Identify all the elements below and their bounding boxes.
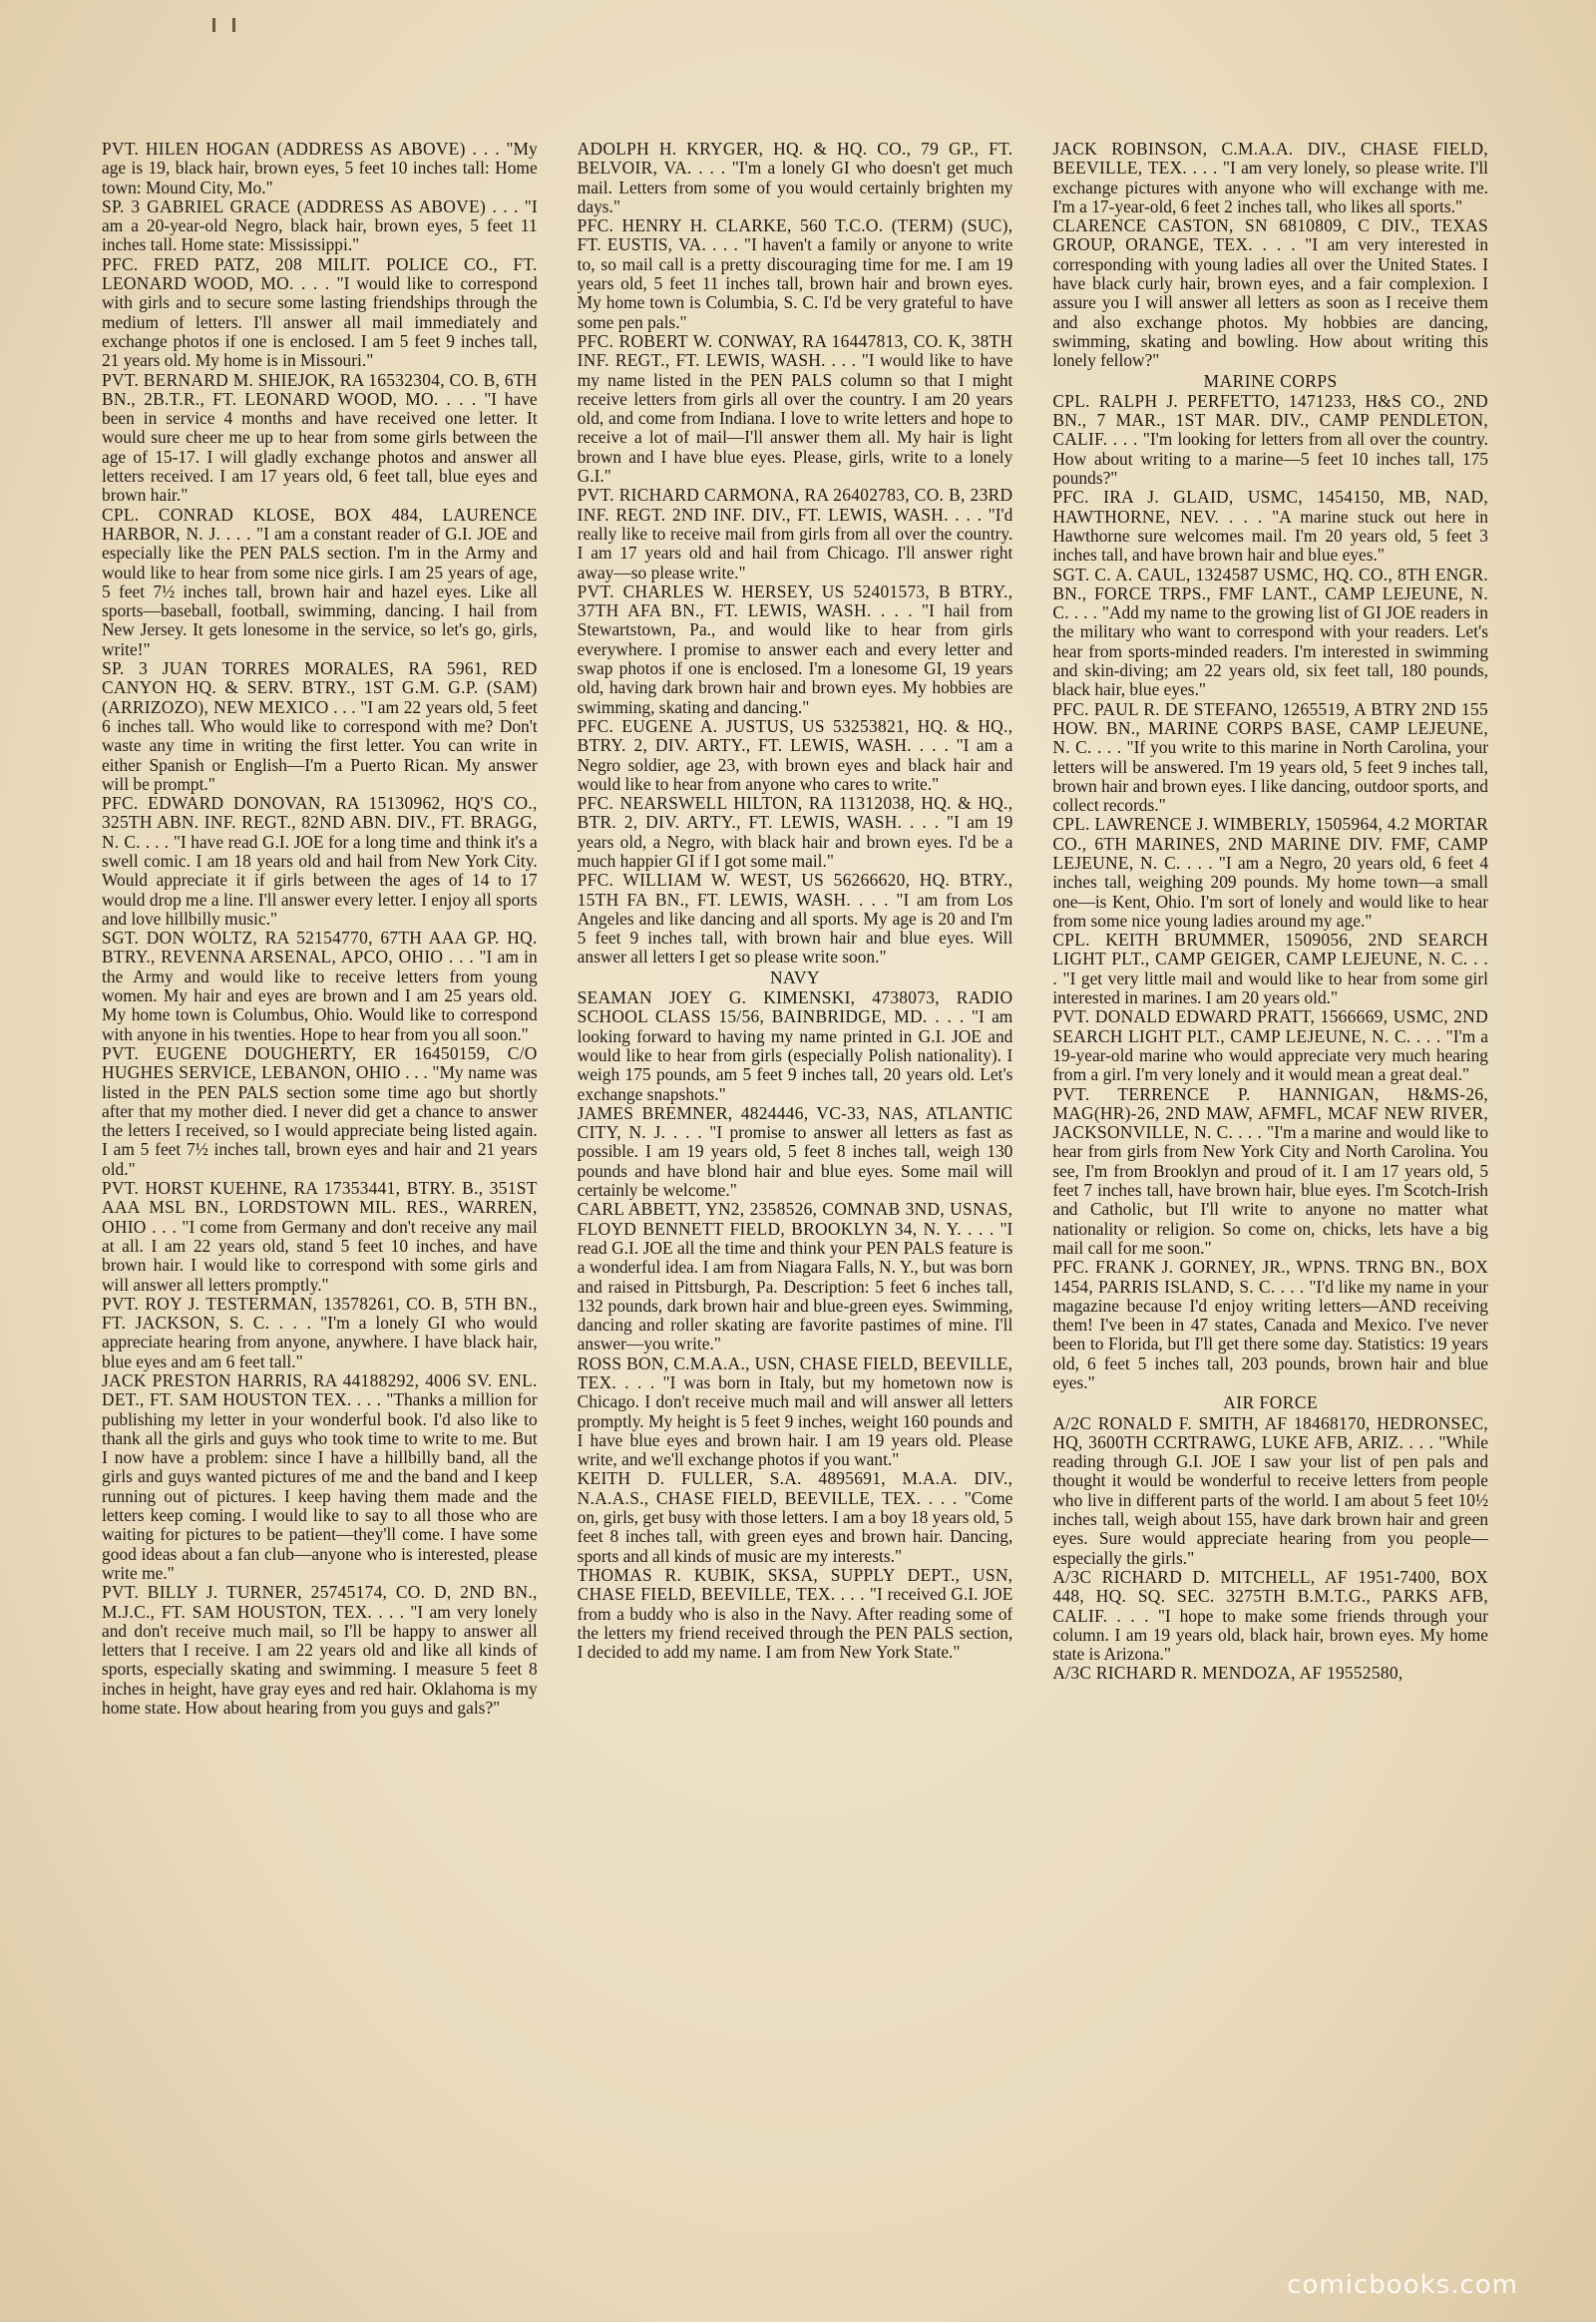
entry-letter-text: "I am 19 years old, a Negro, with black hair and brown eyes. I'd be a much happier GI if I got some mail." (577, 812, 1013, 871)
pen-pal-entry (578, 486, 1013, 581)
entry-name-address: SGT. DON WOLTZ, RA 52154770, 67TH AAA GP. HQ. BTRY., REVENNA ARSENAL, APCO, OHIO . . . (102, 928, 538, 968)
entry-name-address: CPL. KEITH BRUMMER, 1509056, 2ND SEARCH LIGHT PLT., CAMP GEIGER, CAMP LEJEUNE, N. C. . . . (1052, 930, 1488, 988)
pen-pal-entry (578, 1469, 1013, 1565)
section-heading: NAVY (770, 967, 820, 987)
pen-pal-entry (1052, 1414, 1488, 1568)
pen-pal-entry (578, 140, 1013, 216)
pen-pal-entry (102, 1371, 538, 1583)
entry-letter-text: "I was born in Italy, but my hometown now is Chicago. I don't receive much mail and will answer all letters promptly. My height is 5 feet 9 inches, weight 160 pounds and I have blue eyes and brown hair. I am 19 years old. Please write, and we'll exchange photos if you want." (577, 1372, 1013, 1470)
entry-letter-text: . . . "I am a Negro, 20 years old, 6 feet 4 inches tall, weighing 209 pounds. My home town—a small one—is Kent, Ohio. I'm sort of lonely and would like to hear from some nice young ladies around my age." (1052, 852, 1488, 931)
entry-name-address: A/3C RICHARD R. MENDOZA, AF 19552580, (1052, 1663, 1403, 1684)
entry-name-address: JAMES BREMNER, 4824446, VC-33, NAS, ATLANTIC CITY, N. J. . . . (577, 1102, 1013, 1143)
pen-pal-entry (1052, 1258, 1488, 1392)
pen-pal-entry (1052, 700, 1488, 816)
pen-pal-entry (102, 1295, 538, 1371)
entry-name-address: SP. 3 GABRIEL GRACE (ADDRESS AS ABOVE) (102, 195, 487, 216)
pen-pal-entry (1052, 216, 1488, 370)
pen-pal-entry (1052, 566, 1488, 700)
pen-pal-entry (102, 929, 538, 1044)
entry-letter-text: "I haven't a family or anyone to write to, so mail call is a pretty discouraging time for me. I am 19 years old, 5 feet 11 inches tall, brown hair and brown eyes. My home town is Columbia, S. C. I'd be very grateful to have some pen pals." (577, 234, 1013, 332)
entry-letter-text: "I am from Los Angeles and like dancing and all sports. My age is 20 and I'm 5 feet 9 inches tall, with brown hair and blue eyes. Will answer all letters I get so please write soon." (577, 889, 1013, 968)
entry-letter-text: . . . "I am a 20-year-old Negro, black hair, brown eyes, 5 feet 11 inches tall. Home state: Mississippi." (102, 195, 538, 255)
pen-pal-entry (102, 140, 538, 197)
entry-name-address: A/3C RICHARD D. MITCHELL, AF 1951-7400, BOX 448, HQ. SQ. SEC. 3275TH B.M.T.G., PARKS AFB, CALIF. . . . (1052, 1566, 1488, 1626)
entry-letter-text: . . . "My name was listed in the PEN PALS section some time ago but shortly after that my mother died. I never did get a chance to answer the letters I received, so I would appreciate being listed again. I am 5 feet 7½ inches tall, brown eyes and hair and 21 years old." (102, 1062, 538, 1179)
entry-name-address: PFC. WILLIAM W. WEST, US 56266620, HQ. BTRY., 15TH FA BN., FT. LEWIS, WASH. . . . (577, 870, 1013, 910)
entry-letter-text: . . . "I am very lonely and don't receive much mail, so I'll be happy to answer all letters that I receive. I am 22 years old and like all kinds of sports, especially skating and swimming. I measure 5 feet 8 inches in height, have gray eyes and red hair. Oklahoma is my home state. How about hearing from you guys and gals?" (102, 1601, 538, 1719)
pen-pal-entry (578, 1104, 1013, 1200)
pen-pal-entry (1052, 1085, 1488, 1259)
pen-pal-entry (578, 582, 1013, 717)
pen-pal-entry (578, 717, 1013, 794)
entry-name-address: ADOLPH H. KRYGER, HQ. & HQ. CO., 79 GP., FT. BELVOIR, VA. . . . (577, 140, 1013, 179)
entry-name-address: PFC. EDWARD DONOVAN, RA 15130962, HQ'S CO., 325TH ABN. INF. REGT., 82ND ABN. DIV., FT. BRAGG, N. C. . . . (102, 793, 538, 852)
entry-letter-text: "I'd like my name in your magazine because I'd enjoy writing letters—AND receiving them! I've been in 47 states, Canada and Mexico. I've never been to Florida, but I'll get there some day. Statistics: 19 years old, 6 feet 5 inches tall, 203 pounds, brown hair and blue eyes." (1052, 1276, 1488, 1392)
entry-letter-text: "A marine stuck out here in Hawthorne sure welcomes mail. I'm 20 years old, 5 feet 3 inches tall, and have brown hair and blue eyes." (1052, 506, 1488, 566)
entry-letter-text: "I come from Germany and don't receive any mail at all. I am 22 years old, stand 5 feet 10 inches, and have brown hair. I would like to correspond with some girls and will answer all letters promptly." (102, 1216, 538, 1295)
entry-name-address: PFC. EUGENE A. JUSTUS, US 53253821, HQ. & HQ., BTRY. 2, DIV. ARTY., FT. LEWIS, WASH. . . . (577, 715, 1013, 756)
entry-letter-text: "I am a Negro soldier, age 23, with brown eyes and black hair and would like to hear from anyone who cares to write." (577, 735, 1013, 794)
entry-letter-text: "I'm a 19-year-old marine who would appreciate very much hearing from a girl. I'm very lonely and it would mean a great deal." (1052, 1025, 1488, 1085)
entry-name-address: SEAMAN JOEY G. KIMENSKI, 4738073, RADIO SCHOOL CLASS 15/56, BAINBRIDGE, MD. . . . (577, 987, 1013, 1027)
entry-letter-text: "If you write to this marine in North Carolina, your letters will be answered. I'm 19 years old, 5 feet 9 inches tall, brown hair and brown eyes. I like dancing, outdoor sports, and collect records." (1052, 737, 1488, 816)
entry-letter-text: "While reading through G.I. JOE I saw your list of pen pals and thought it would be wonderful to receive letters from people who live in different parts of the world. I am about 5 feet 10½ inches tall, weigh about 155, have dark brown hair and green eyes. Sure would appreciate hearing from you people—especially the girls." (1052, 1431, 1488, 1568)
entry-name-address: PVT. CHARLES W. HERSEY, US 52401573, B BTRY., 37TH AFA BN., FT. LEWIS, WASH. (577, 580, 1013, 621)
entry-name-address: KEITH D. FULLER, S.A. 4895691, M.A.A. DIV., N.A.A.S., CHASE FIELD, BEEVILLE, TEX. . . . (577, 1468, 1013, 1508)
entry-letter-text: "I have read G.I. JOE for a long time and think it's a swell comic. I am 18 years old and hail from New York City. Would appreciate it if girls between the ages of 14 to 17 would drop me a line. I'll answer every letter. I enjoy all sports and love hillbilly music." (102, 831, 538, 929)
entry-letter-text: "I would like to correspond with girls and to secure some lasting friendships through the medium of letters. I'll answer all mail immediately and exchange photos if one is enclosed. I am 5 feet 9 inches tall, 21 years old. My home is in Missouri." (102, 273, 538, 371)
entry-name-address: SGT. C. A. CAUL, 1324587 USMC, HQ. CO., 8TH ENGR. BN., FORCE TRPS., FMF LANT., CAMP LEJEUNE, N. C. . . . (1052, 564, 1488, 623)
entry-name-address: PFC. FRANK J. GORNEY, JR., WPNS. TRNG BN., BOX 1454, PARRIS ISLAND, S. C. . . . (1052, 1257, 1488, 1297)
entry-name-address: A/2C RONALD F. SMITH, AF 18468170, HEDRONSEC, HQ, 3600TH CCRTRAWG, LUKE AFB, ARIZ. . . . (1052, 1412, 1488, 1452)
pen-pal-entry (102, 1583, 538, 1718)
entry-name-address: CPL. CONRAD KLOSE, BOX 484, LAURENCE HARBOR, N. J. . . . (102, 504, 538, 544)
entry-name-address: PVT. BILLY J. TURNER, 25745174, CO. D, 2ND BN., M.J.C., FT. SAM HOUSTON, TEX. (102, 1582, 538, 1622)
entry-letter-text: "I am very interested in corresponding with young ladies all over the United States. I have black curly hair, brown eyes, and a fair complexion. I assure you I will answer all letters as soon as I receive them and also exchange photos. My hobbies are dancing, swimming, skating and bowling. How about writing this lonely fellow?" (1052, 234, 1488, 371)
entry-letter-text: "I promise to answer all letters as fast as possible. I am 19 years old, 5 feet 8 inches tall, weigh 130 pounds and have blond hair and blue eyes. Some mail will certainly be welcome." (577, 1122, 1013, 1201)
pen-pal-entry (578, 794, 1013, 871)
entry-name-address: ROSS BON, C.M.A.A., USN, CHASE FIELD, BEEVILLE, TEX. . . . (577, 1353, 1013, 1392)
pen-pal-entry (102, 1044, 538, 1179)
entry-name-address: CPL. RALPH J. PERFETTO, 1471233, H&S CO., 2ND BN., 7 MAR., 1ST MAR. DIV., CAMP PENDLETON, CALIF. . . . (1052, 390, 1488, 450)
entry-name-address: PVT. HORST KUEHNE, RA 17353441, BTRY. B., 351ST AAA MSL BN., LORDSTOWN MIL. RES., WARREN, OHIO . . . (102, 1178, 538, 1237)
entry-name-address: PFC. IRA J. GLAID, USMC, 1454150, MB, NAD, HAWTHORNE, NEV. . . . (1052, 487, 1488, 527)
pen-pal-entry (102, 1179, 538, 1295)
entry-name-address: SP. 3 JUAN TORRES MORALES, RA 5961, RED CANYON HQ. & SERV. BTRY., 1ST G.M. G.P. (SAM) (ARRIZOZO), NEW MEXICO (102, 658, 538, 717)
pen-pal-entry (578, 1354, 1013, 1470)
pen-pal-entry (102, 197, 538, 255)
entry-letter-text: "I have been in service 4 months and have received one letter. It would sure cheer me up to hear from some girls between the age of 15-17. I will gladly exchange photos and answer all letters received. I am 17 years old, 6 feet tall, blue eyes and brown hair." (102, 388, 538, 506)
pen-pal-entry (102, 506, 538, 659)
pen-pal-entry (1052, 392, 1488, 488)
entry-letter-text: "I'm a lonely GI who would appreciate hearing from anyone, anywhere. I have black hair, blue eyes and am 6 feet tall." (102, 1313, 538, 1371)
entry-letter-text: "I read G.I. JOE all the time and think your PEN PALS feature is a wonderful idea. I am from Niagara Falls, N. Y., but was born and raised in Pittsburgh, Pa. Description: 5 feet 6 inches tall, 132 pounds, dark brown hair and blue-green eyes. Swimming, dancing and roller skating are favorite pastimes of mine. I'll answer—you write." (577, 1218, 1013, 1354)
entry-name-address: PVT. TERRENCE P. HANNIGAN, H&MS-26, MAG(HR)-26, 2ND MAW, AFMFL, MCAF NEW RIVER, JACKSONVILLE, N. C. . . . (1052, 1083, 1488, 1143)
entry-letter-text: "I am a constant reader of G.I. JOE and especially like the PEN PALS section. I'm in the Army and would like to hear from some nice girls. I am 25 years of age, 5 feet 7½ inches tall, brown hair and hazel eyes. Like all sports—baseball, football, swimming, dancing. I hail from New Jersey. It gets lonesome in the service, so let's go, girls, write!" (102, 523, 538, 659)
entry-letter-text: "My age is 19, black hair, brown eyes, 5 feet 10 inches tall: Home town: Mound City, Mo." (102, 140, 538, 197)
pen-pal-entry (102, 371, 538, 506)
pen-pal-entry (578, 332, 1013, 486)
pen-pal-entry (1052, 1007, 1488, 1084)
entry-letter-text: "I'm a marine and would like to hear from girls from New York City and North Carolina. You see, I'm from Brooklyn and proud of it. I am 17 years old, 5 feet 7 inches tall, have brown hair, blue eyes. I'm Scotch-Irish and Catholic, but I'll write to anyone no matter what nationality or religion. So come on, chicks, lets have a big mail call for me soon." (1052, 1122, 1488, 1258)
entry-letter-text: "I am very lonely, so please write. I'll exchange pictures with anyone who will exchange with me. I'm a 17-year-old, 6 feet 2 inches tall, who likes all sports." (1052, 158, 1488, 216)
pen-pal-entry (578, 871, 1013, 967)
pen-pal-entry (1052, 1664, 1488, 1683)
pen-pal-entry (1052, 488, 1488, 565)
entry-letter-text: "I'm a lonely GI who doesn't get much mail. Letters from some of you would certainly brighten my days." (577, 158, 1013, 216)
entry-letter-text: "Come on, girls, get busy with those letters. I am a boy 18 years old, 5 feet 8 inches tall, with green eyes and brown hair. Dancing, sports and all kinds of music are my interests." (577, 1487, 1013, 1566)
section-heading: AIR FORCE (1223, 1392, 1319, 1413)
entry-letter-text: "I received G.I. JOE from a buddy who is also in the Navy. After reading some of the letters my friend received through the PEN PALS section, I decided to add my name. I am from New York State." (577, 1584, 1013, 1663)
entry-name-address: CLARENCE CASTON, SN 6810809, C DIV., TEXAS GROUP, ORANGE, TEX. . . . (1052, 215, 1488, 255)
entry-name-address: CPL. LAWRENCE J. WIMBERLY, 1505964, 4.2 MORTAR CO., 6TH MARINES, 2ND MARINE DIV. FMF, CAMP LEJEUNE, N. C. (1052, 814, 1488, 873)
entry-name-address: PFC. HENRY H. CLARKE, 560 T.C.O. (TERM) (SUC), FT. EUSTIS, VA. . . . (577, 215, 1013, 255)
entry-name-address: PFC. ROBERT W. CONWAY, RA 16447813, CO. K, 38TH INF. REGT., FT. LEWIS, WASH. (577, 330, 1013, 371)
entry-name-address: JACK ROBINSON, C.M.A.A. DIV., CHASE FIELD, BEEVILLE, TEX. . . . (1052, 140, 1488, 179)
pen-pal-entry (1052, 931, 1488, 1007)
pen-pal-entry (1052, 140, 1488, 216)
pen-pal-entry (102, 255, 538, 371)
entry-letter-text: "I am looking forward to having my name printed in G.I. JOE and would like to hear from girls (especially Polish nationality). I weigh 175 pounds, am 5 feet 9 inches tall, 20 years old. Let's exchange snapshots." (577, 1006, 1013, 1104)
pen-pal-entry (102, 659, 538, 794)
entry-letter-text: "I'm looking for letters from all over the country. How about writing to a marine—5 feet 10 inches tall, 175 pounds?" (1052, 429, 1488, 489)
section-heading: MARINE CORPS (1203, 370, 1338, 391)
entry-letter-text: "I'd really like to receive mail from girls from all over the country. I am 17 years old and hail from Chicago. I'll answer right away—so please write." (577, 504, 1013, 582)
column-2 (578, 140, 1013, 2204)
entry-name-address: JACK PRESTON HARRIS, RA 44188292, 4006 SV. ENL. DET., FT. SAM HOUSTON TEX. . . . (102, 1370, 538, 1410)
entry-letter-text: . . . "I would like to have my name listed in the PEN PALS column so that I might receive letters from girls all over the country. I am 20 years old, and come from Indiana. I love to write letters and hope to receive a lot of mail—I'll answer them all. My hair is light brown and I have blue eyes. Please, girls, write to a lonely G.I." (577, 350, 1013, 487)
entry-name-address: CARL ABBETT, YN2, 2358526, COMNAB 3ND, USNAS, FLOYD BENNETT FIELD, BROOKLYN 34, N. Y. . . . (577, 1199, 1013, 1239)
entry-name-address: PFC. NEARSWELL HILTON, RA 11312038, HQ. & HQ., BTR. 2, DIV. ARTY., FT. LEWIS, WASH. . . . (577, 793, 1013, 833)
entry-letter-text: "Thanks a million for publishing my letter in your wonderful book. I'd also like to thank all the girls and guys who took time to write to me. But I now have a problem: since I have a hillbilly band, all the girls and guys wanted pictures of me and the band and I keep running out of pictures. I keep having them made and the letters keep coming. I would like to say to all those who are waiting for pictures to be patient—they'll come. I have some good ideas about a fan club—anyone who is interested, please write me." (102, 1389, 538, 1583)
entry-name-address: PVT. ROY J. TESTERMAN, 13578261, CO. B, 5TH BN., FT. JACKSON, S. C. . . . (102, 1293, 538, 1334)
column-3 (1052, 140, 1488, 2204)
entry-name-address: THOMAS R. KUBIK, SKSA, SUPPLY DEPT., USN, CHASE FIELD, BEEVILLE, TEX. . . . (577, 1564, 1013, 1605)
pen-pal-entry (578, 988, 1013, 1104)
entry-name-address: PVT. EUGENE DOUGHERTY, ER 16450159, C/O HUGHES SERVICE, LEBANON, OHIO (102, 1042, 538, 1083)
staple-hole (232, 18, 235, 32)
entry-name-address: PFC. PAUL R. DE STEFANO, 1265519, A BTRY 2ND 155 HOW. BN., MARINE CORPS BASE, CAMP LEJEUNE, N. C. . . . (1052, 698, 1488, 758)
column-1 (102, 140, 538, 2204)
watermark: comicbooks.com (1287, 2270, 1518, 2300)
entry-letter-text: "I am in the Army and would like to receive letters from young women. My hair and eyes are brown and I am 25 years old. My home town is Columbus, Ohio. Would like to correspond with anyone in his twenties. Hope to hear from you all soon." (102, 947, 538, 1044)
entry-letter-text: . . . "I am 22 years old, 5 feet 6 inches tall. Who would like to correspond with me? Don't waste any time in writing the first letter. You can write in either Spanish or English—I'm a Puerto Rican. My answer will be prompt." (102, 696, 538, 794)
entry-name-address: PVT. RICHARD CARMONA, RA 26402783, CO. B, 23RD INF. REGT. 2ND INF. DIV., FT. LEWIS, WASH. . . . (577, 485, 1013, 525)
pen-pal-entry (102, 794, 538, 929)
entry-name-address: PVT. HILEN HOGAN (ADDRESS AS ABOVE) . . . (102, 140, 500, 159)
entry-letter-text: . . . "I hail from Stewartstown, Pa., and would like to hear from girls everywhere. I promise to answer each and every letter and swap photos if one is enclosed. I'm a lonesome GI, 19 years old, having dark brown hair and brown eyes. My hobbies are swimming, skating and dancing." (577, 600, 1013, 717)
entry-name-address: PVT. DONALD EDWARD PRATT, 1566669, USMC, 2ND SEARCH LIGHT PLT., CAMP LEJEUNE, N. C. . . . (1052, 1006, 1488, 1046)
pen-pal-entry (1052, 815, 1488, 931)
staple-hole (212, 18, 215, 32)
entry-name-address: PFC. FRED PATZ, 208 MILIT. POLICE CO., FT. LEONARD WOOD, MO. . . . (102, 253, 538, 294)
pen-pal-entry (578, 1200, 1013, 1354)
pen-pals-columns (102, 140, 1488, 2204)
entry-letter-text: "I hope to make some friends through your column. I am 19 years old, black hair, brown eyes. My home state is Arizona." (1052, 1605, 1488, 1665)
entry-name-address: PVT. BERNARD M. SHIEJOK, RA 16532304, CO. B, 6TH BN., 2B.T.R., FT. LEONARD WOOD, MO. . . . (102, 369, 538, 409)
entry-letter-text: "I get very little mail and would like to hear from some girl interested in marines. I am 20 years old." (1052, 968, 1488, 1008)
pen-pal-entry (578, 216, 1013, 332)
entry-letter-text: "Add my name to the growing list of GI JOE readers in the military who want to correspond with your readers. Let's hear from sports-minded readers. I'm interested in swimming and skin-diving; am 22 years old, six feet tall, 180 pounds, black hair, blue eyes." (1052, 602, 1488, 700)
pen-pal-entry (1052, 1568, 1488, 1664)
pen-pal-entry (578, 1566, 1013, 1662)
